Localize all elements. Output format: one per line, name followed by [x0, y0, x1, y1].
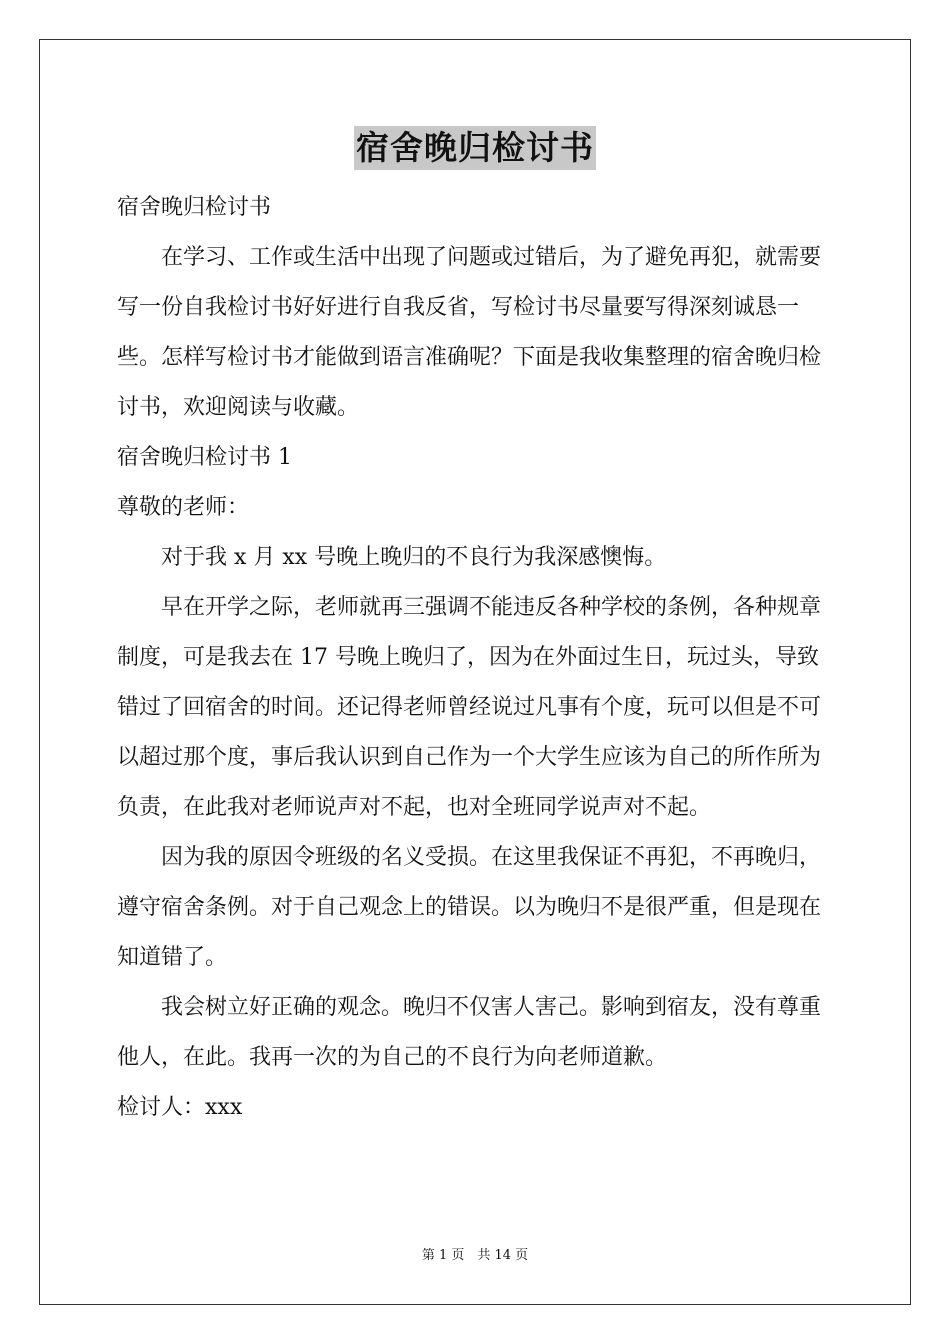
paragraph-heading-1: 宿舍晚归检讨书 1 — [117, 445, 292, 470]
paragraph-body-2: 早在开学之际，老师就再三强调不能违反各种学校的条例，各种规章制度，可是我去在 17 号晚上晚归了，因为在外面过生日，玩过头，导致错过了回宿舍的时间。还记得老师曾经说过凡事有个度，玩可以但是不可以超过那个度，事后我认识到自己作为一个大学生应该为自己的所作所为负责，在此我对老师说声对不起，也对全班同学说声对不起。 — [117, 595, 822, 820]
paragraph-signature: 检讨人：xxx — [117, 1095, 243, 1120]
paragraph-salutation: 尊敬的老师： — [117, 495, 250, 520]
document-title: 宿舍晚归检讨书 — [354, 126, 596, 170]
paragraph-subtitle: 宿舍晚归检讨书 — [117, 195, 272, 220]
title-container — [0, 126, 950, 170]
paragraph-intro: 在学习、工作或生活中出现了问题或过错后，为了避免再犯，就需要写一份自我检讨书好好进行自我反省，写检讨书尽量要写得深刻诚恳一些。怎样写检讨书才能做到语言准确呢？下面是我收集整理的宿舍晚归检讨书，欢迎阅读与收藏。 — [117, 245, 822, 420]
page-footer — [0, 1246, 950, 1266]
document-body — [117, 183, 832, 1133]
paragraph-body-1: 对于我 x 月 xx 号晚上晚归的不良行为我深感懊悔。 — [161, 545, 667, 570]
paragraph-body-3: 因为我的原因令班级的名义受损。在这里我保证不再犯，不再晚归，遵守宿舍条例。对于自己观念上的错误。以为晚归不是很严重，但是现在知道错了。 — [117, 845, 822, 970]
paragraph-body-4: 我会树立好正确的观念。晚归不仅害人害己。影响到宿友，没有尊重他人，在此。我再一次的为自己的不良行为向老师道歉。 — [117, 995, 822, 1070]
page-number: 第 1 页 共 14 页 — [421, 1248, 529, 1263]
